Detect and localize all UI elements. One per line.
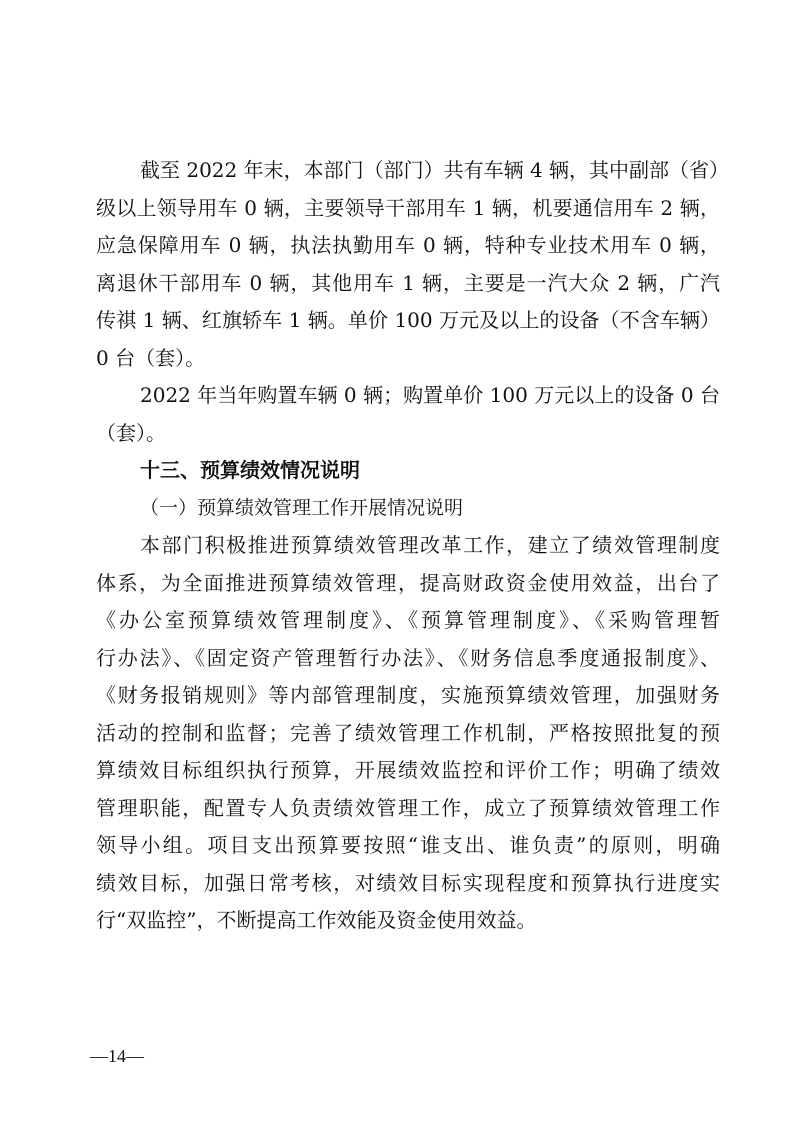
text-line: 应急保障用车 0 辆，执法执勤用车 0 辆，特种专业技术用车 0 辆， — [96, 233, 720, 257]
text-line: 《财务报销规则》等内部管理制度，实施预算绩效管理，加强财务 — [96, 683, 720, 707]
subsection-heading: （一）预算绩效管理工作开展情况说明 — [140, 497, 464, 519]
section-heading: 十三、预算绩效情况说明 — [140, 458, 360, 482]
text-line: 截至 2022 年末，本部门（部门）共有车辆 4 辆，其中副部（省） — [140, 158, 730, 182]
text-line: 本部门积极推进预算绩效管理改革工作，建立了绩效管理制度 — [140, 533, 720, 557]
text-line: 0 台（套）。 — [96, 346, 206, 370]
text-line: 行办法》、《固定资产管理暂行办法》、《财务信息季度通报制度》、 — [96, 646, 720, 670]
text-line: 体系，为全面推进预算绩效管理，提高财政资金使用效益，出台了 — [96, 571, 720, 595]
text-line: 算绩效目标组织执行预算，开展绩效监控和评价工作；明确了绩效 — [96, 758, 720, 782]
text-line: 领导小组。项目支出预算要按照“谁支出、谁负责”的原则，明确 — [96, 833, 720, 857]
text-line: 离退休干部用车 0 辆，其他用车 1 辆，主要是一汽大众 2 辆，广汽 — [96, 271, 720, 295]
text-line: 级以上领导用车 0 辆，主要领导干部用车 1 辆，机要通信用车 2 辆， — [96, 196, 720, 220]
text-line: 传祺 1 辆、红旗轿车 1 辆。单价 100 万元及以上的设备（不含车辆） — [96, 308, 720, 332]
text-line: 管理职能，配置专人负责绩效管理工作，成立了预算绩效管理工作 — [96, 796, 720, 820]
text-line: 2022 年当年购置车辆 0 辆；购置单价 100 万元以上的设备 0 台 — [140, 383, 720, 407]
text-line: 《办公室预算绩效管理制度》、《预算管理制度》、《采购管理暂 — [96, 608, 720, 632]
text-line: （套）。 — [96, 421, 166, 445]
text-line: 活动的控制和监督；完善了绩效管理工作机制，严格按照批复的预 — [96, 721, 720, 745]
text-line: 行“双监控”，不断提高工作效能及资金使用效益。 — [96, 908, 537, 932]
page-number: —14— — [90, 1046, 144, 1066]
text-line: 绩效目标，加强日常考核，对绩效目标实现程度和预算执行进度实 — [96, 871, 720, 895]
